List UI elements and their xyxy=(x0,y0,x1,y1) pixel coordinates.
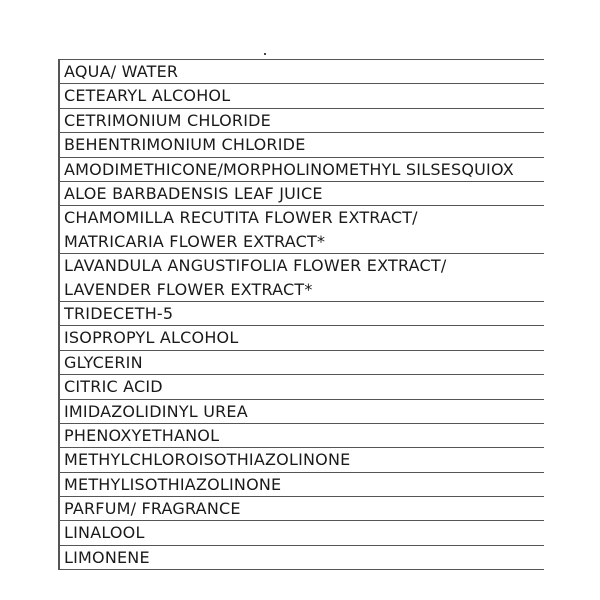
ingredient-line: CHAMOMILLA RECUTITA FLOWER EXTRACT/ xyxy=(64,208,418,228)
ingredient-row: CETEARYL ALCOHOL xyxy=(60,84,544,108)
ingredient-row: LINALOOL xyxy=(60,521,544,545)
ingredient-table xyxy=(58,59,544,570)
ingredient-row: ALOE BARBADENSIS LEAF JUICE xyxy=(60,182,544,206)
ingredient-row: ISOPROPYL ALCOHOL xyxy=(60,326,544,350)
ingredient-row: PARFUM/ FRAGRANCE xyxy=(60,497,544,521)
ingredient-row xyxy=(60,254,544,302)
ingredient-row: GLYCERIN xyxy=(60,351,544,375)
ingredient-row: AMODIMETHICONE/MORPHOLINOMETHYL SILSESQUIOX xyxy=(60,158,544,182)
ingredient-row: BEHENTRIMONIUM CHLORIDE xyxy=(60,133,544,157)
ingredient-line: LAVANDULA ANGUSTIFOLIA FLOWER EXTRACT/ xyxy=(64,256,447,276)
ingredient-row: TRIDECETH-5 xyxy=(60,302,544,326)
ingredient-row: IMIDAZOLIDINYL UREA xyxy=(60,400,544,424)
ingredient-row: PHENOXYETHANOL xyxy=(60,424,544,448)
ingredient-row: CITRIC ACID xyxy=(60,375,544,399)
ingredient-row: AQUA/ WATER xyxy=(60,60,544,84)
ingredient-row: CETRIMONIUM CHLORIDE xyxy=(60,109,544,133)
ingredient-row xyxy=(60,206,544,254)
ingredient-row: LIMONENE xyxy=(60,546,544,570)
ingredient-line: LAVENDER FLOWER EXTRACT* xyxy=(64,280,313,300)
scan-speck xyxy=(264,53,266,55)
ingredient-row: METHYLISOTHIAZOLINONE xyxy=(60,473,544,497)
ingredient-line: MATRICARIA FLOWER EXTRACT* xyxy=(64,232,326,252)
ingredient-row: METHYLCHLOROISOTHIAZOLINONE xyxy=(60,448,544,472)
